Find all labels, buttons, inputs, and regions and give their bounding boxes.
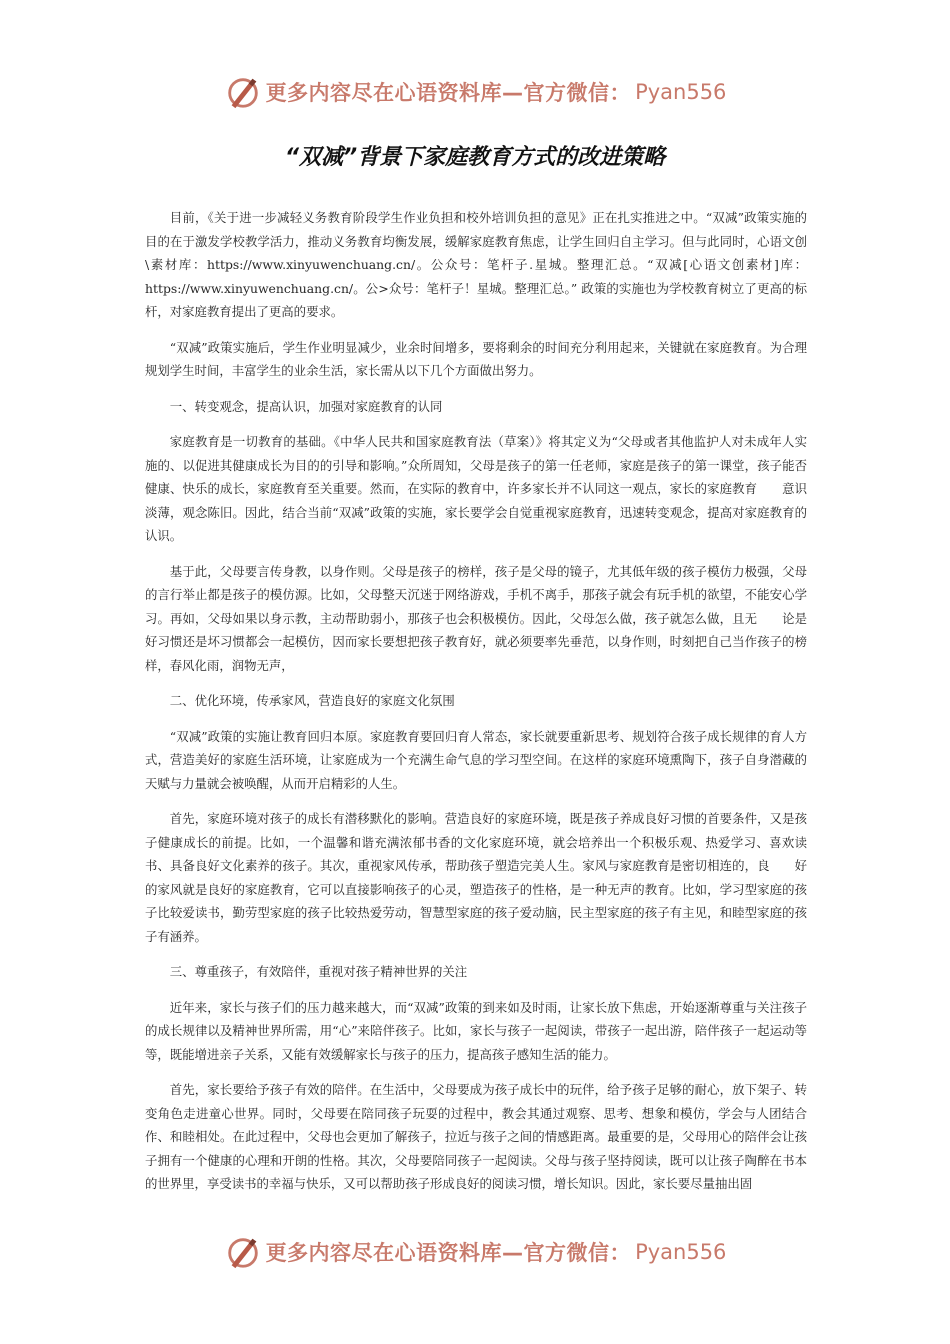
paragraph: 首先，家长要给予孩子有效的陪伴。在生活中，父母要成为孩子成长中的玩伴，给予孩子足够的耐心，放下架子、转变角色走进童心世界。同时，父母要在陪同孩子玩耍的过程中，教会其通过观察、思考、想象和模仿，学会与人团结合作、和睦相处。在此过程中，父母也会更加了解孩子，拉近与孩子之间的情感距离。最重要的是，父母用心的陪伴会让孩子拥有一个健康的心理和开朗的性格。其次，父母要陪同孩子一起阅读。父母与孩子坚持阅读，既可以让孩子陶醉在书本的世界里，享受读书的幸福与快乐，又可以帮助孩子形成良好的阅读习惯，增长知识。因此，家长要尽量抽出固 (145, 1082, 807, 1191)
banner-wechat-id: Pyan556 (635, 1240, 727, 1264)
section-heading: 三、尊重孩子，有效陪伴，重视对孩子精神世界的关注 (169, 964, 468, 979)
paragraph: 家庭教育是一切教育的基础。《中华人民共和国家庭教育法（草案）》将其定义为“父母或者其他监护人对未成年人实施的、以促进其健康成长为目的的引导和影响。”众所周知，父母是孩子的第一任老师，家庭是孩子的第一课堂，孩子能否健康、快乐的成长，家庭教育至关重要。然而，在实际的教育中，许多家长并不认同这一观点，家长的家庭教育 意识淡薄，观念陈旧。因此，结合当前“双减”政策的实施，家长要学会自觉重视家庭教育，迅速转变观念，提高对家庭教育的认识。 (145, 434, 807, 543)
banner-text: 更多内容尽在心语资料库—官方微信： (265, 1241, 632, 1265)
document-title: “双减”背景下家庭教育方式的改进策略 (284, 145, 666, 170)
section-heading: 一、转变观念，提高认识，加强对家庭教育的认同 (169, 398, 443, 414)
footer-banner (0, 1230, 950, 1274)
document-body (145, 206, 807, 1208)
paragraph: 首先，家庭环境对孩子的成长有潜移默化的影响。营造良好的家庭环境，既是孩子养成良好习惯的首要条件，又是孩子健康成长的前提。比如，一个温馨和谐充满浓郁书香的文化家庭环境，就会培养出一个积极乐观、热爱学习、喜欢读书、具备良好文化素养的孩子。其次，重视家风传承，帮助孩子塑造完美人生。家风与家庭教育是密切相连的，良 好的家风就是良好的家庭教育，它可以直接影响孩子的心灵，塑造孩子的性格，是一种无声的教育。比如，学习型家庭的孩子比较爱读书，勤劳型家庭的孩子比较热爱劳动，智慧型家庭的孩子爱动脑，民主型家庭的孩子有主见，和睦型家庭的孩子有涵养。 (145, 811, 807, 944)
paragraph: 目前，《关于进一步减轻义务教育阶段学生作业负担和校外培训负担的意见》正在扎实推进之中。“双减”政策实施的目的在于激发学校教学活力，推动义务教育均衡发展，缓解家庭教育焦虑，让学生回归自主学习。但与此同时，心语文创\素材库：https://www.xinyuwenchuang.cn/。公众号：笔杆子.星城。整理汇总。“双减[心语文创素材]库：https://www.xinyuwenchuang.cn/。公>众号：笔杆子！星城。整理汇总。” 政策的实施也为学校教育树立了更高的标杆，对家庭教育提出了更高的要求。 (145, 210, 807, 319)
section-heading: 二、优化环境，传承家风，营造良好的家庭文化氛围 (169, 693, 455, 708)
paragraph: 近年来，家长与孩子们的压力越来越大，而“双减”政策的到来如及时雨，让家长放下焦虑，开始逐渐尊重与关注孩子的成长规律以及精神世界所需，用“心”来陪伴孩子。比如，家长与孩子一起阅读，带孩子一起出游，陪伴孩子一起运动等等，既能增进亲子关系，又能有效缓解家长与孩子的压力，提高孩子感知生活的能力。 (145, 999, 807, 1062)
header-banner (0, 70, 950, 114)
banner-wechat-id: Pyan556 (635, 80, 727, 104)
paragraph: “双减”政策实施后，学生作业明显减少，业余时间增多，要将剩余的时间充分利用起来，关键就在家庭教育。为合理规划学生时间，丰富学生的业余生活，家长需从以下几个方面做出努力。 (145, 339, 807, 378)
paragraph: “双减”政策的实施让教育回归本原。家庭教育要回归育人常态，家长就要重新思考、规划符合孩子成长规律的育人方式，营造美好的家庭生活环境，让家庭成为一个充满生命气息的学习型空间。在这样的家庭环境熏陶下，孩子自身潜藏的天赋与力量就会被唤醒，从而开启精彩的人生。 (145, 728, 807, 791)
banner-text: 更多内容尽在心语资料库—官方微信： (265, 81, 632, 105)
pen-logo-icon (224, 1233, 262, 1271)
paragraph: 基于此，父母要言传身教，以身作则。父母是孩子的榜样，孩子是父母的镜子，尤其低年级的孩子模仿力极强，父母的言行举止都是孩子的模仿源。比如，父母整天沉迷于网络游戏，手机不离手，那孩子就会有玩手机的欲望，不能安心学习。再如，父母如果以身示教，主动帮助弱小，那孩子也会积极模仿。因此，父母怎么做，孩子就怎么做，且无 论是好习惯还是坏习惯都会一起模仿，因而家长要想把孩子教育好，就必须要率先垂范，以身作则，时刻把自己当作孩子的榜样，春风化雨，润物无声， (145, 563, 807, 673)
pen-logo-icon (224, 73, 262, 111)
